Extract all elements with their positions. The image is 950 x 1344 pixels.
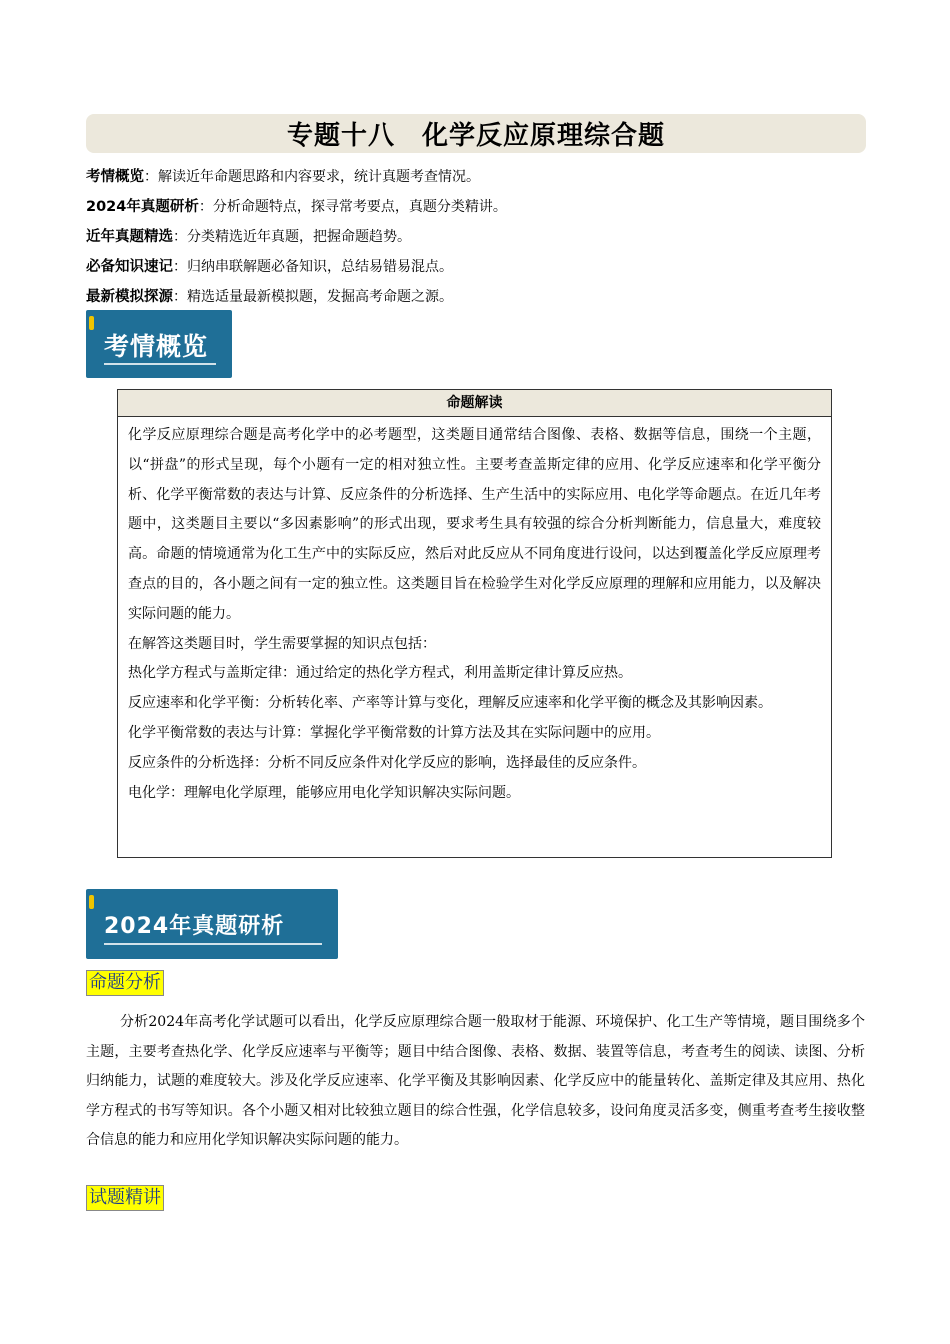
interpretation-paragraph: 反应条件的分析选择：分析不同反应条件对化学反应的影响，选择最佳的反应条件。: [128, 754, 646, 771]
page-title: 专题十八 化学反应原理综合题: [286, 121, 665, 151]
intro-text: ：解读近年命题思路和内容要求，统计真题考查情况。: [144, 169, 480, 185]
intro-text: ：分类精选近年真题，把握命题趋势。: [173, 229, 411, 245]
analysis-heading: 命题分析: [86, 970, 164, 996]
intro-item: [86, 252, 866, 282]
overview-banner: [86, 310, 232, 378]
page-title-bar: [86, 114, 866, 153]
analysis-paragraph: 分析2024年高考化学试题可以看出，化学反应原理综合题一般取材于能源、环境保护、化工生产等情境，题目围绕多个主题，主要考查热化学、化学反应速率与平衡等；题目中结合图像、表格、数据、装置等信息，考查考生的阅读、读图、分析归纳能力，试题的难度较大。涉及化学反应速率、化学平衡及其影响因素、化学反应中的能量转化、盖斯定律及其应用、热化学方程式的书写等知识。各个小题又相对比较独立题目的综合性强，化学信息较多，设问角度灵活多变，侧重考查考生接收整合信息的能力和应用化学知识解决实际问题的能力。: [86, 1014, 865, 1148]
intro-key: 2024年真题研析: [86, 199, 199, 215]
interpretation-paragraph: 电化学：理解电化学原理，能够应用电化学知识解决实际问题。: [128, 784, 520, 801]
interpretation-paragraph: 热化学方程式与盖斯定律：通过给定的热化学方程式，利用盖斯定律计算反应热。: [128, 665, 632, 682]
interpretation-paragraph: 在解答这类题目时，学生需要掌握的知识点包括：: [128, 635, 436, 652]
interpretation-paragraph: 化学反应原理综合题是高考化学中的必考题型，这类题目通常结合图像、表格、数据等信息，围绕一个主题，以“拼盘”的形式呈现，每个小题有一定的相对独立性。主要考查盖斯定律的应用、化学反应速率和化学平衡分析、化学平衡常数的表达与计算、反应条件的分析选择、生产生活中的实际应用、电化学等命题点。在近几年考题中，这类题目主要以“多因素影响”的形式出现，要求考生具有较强的综合分析判断能力，信息量大，难度较高。命题的情境通常为化工生产中的实际反应，然后对此反应从不同角度进行设问，以达到覆盖化学反应原理考查点的目的，各小题之间有一定的独立性。这类题目旨在检验学生对化学反应原理的理解和应用能力，以及解决实际问题的能力。: [128, 427, 821, 622]
intro-list: [86, 162, 866, 312]
research-banner: [86, 889, 338, 959]
interpretation-header: 命题解读: [118, 390, 831, 417]
practice-heading: 试题精讲: [86, 1185, 164, 1211]
interpretation-paragraph: 反应速率和化学平衡：分析转化率、产率等计算与变化，理解反应速率和化学平衡的概念及其影响因素。: [128, 695, 772, 712]
intro-text: ：分析命题特点，探寻常考要点，真题分类精讲。: [198, 199, 507, 215]
intro-key: 近年真题精选: [86, 229, 173, 245]
banner-underline: [104, 943, 322, 945]
interpretation-box: [117, 389, 832, 858]
intro-item: [86, 282, 866, 312]
intro-item: [86, 192, 866, 222]
intro-key: 最新模拟探源: [86, 289, 173, 305]
intro-text: ：精选适量最新模拟题，发掘高考命题之源。: [173, 289, 453, 305]
banner-accent: [89, 895, 94, 909]
intro-key: 考情概览: [86, 169, 144, 185]
banner-accent: [89, 316, 94, 330]
banner-underline: [104, 363, 216, 365]
intro-text: ：归纳串联解题必备知识，总结易错易混点。: [173, 259, 453, 275]
intro-item: [86, 222, 866, 252]
intro-item: [86, 162, 866, 192]
interpretation-paragraph: 化学平衡常数的表达与计算：掌握化学平衡常数的计算方法及其在实际问题中的应用。: [128, 724, 660, 741]
research-banner-label: 2024年真题研析: [104, 914, 285, 939]
overview-banner-label: 考情概览: [104, 332, 209, 361]
intro-key: 必备知识速记: [86, 259, 173, 275]
interpretation-body: [118, 417, 831, 808]
